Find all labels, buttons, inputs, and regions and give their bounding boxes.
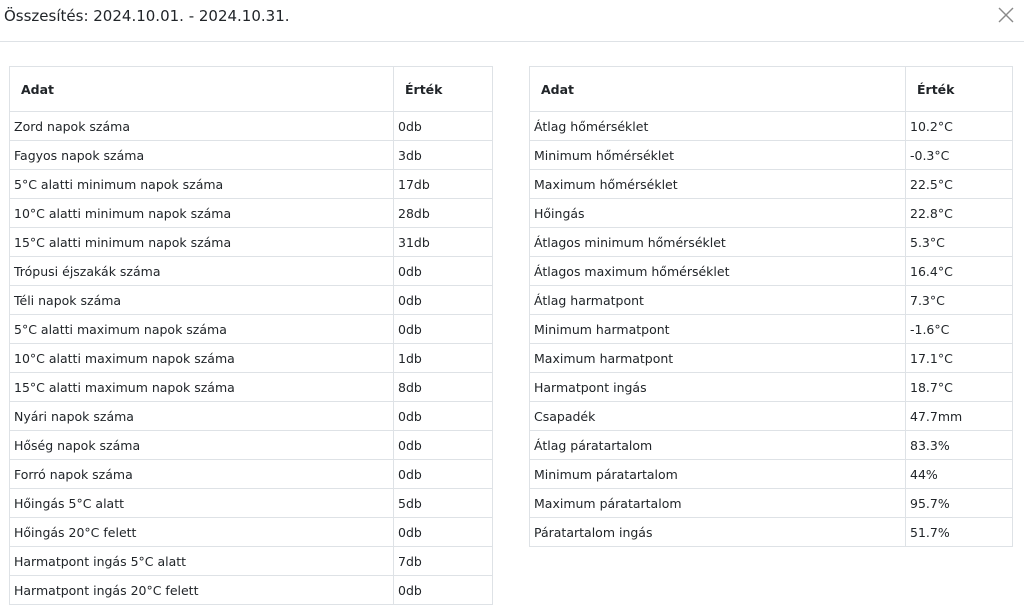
cell-adat: Maximum hőmérséklet [530,170,906,199]
cell-ertek: 95.7% [906,489,1013,518]
cell-ertek: 0db [394,460,493,489]
cell-ertek: 0db [394,431,493,460]
cell-adat: Minimum harmatpont [530,315,906,344]
modal-header [0,0,1024,42]
cell-adat: Fagyos napok száma [10,141,394,170]
table-row [10,286,493,315]
cell-adat: 15°C alatti minimum napok száma [10,228,394,257]
column-header-adat: Adat [530,67,906,112]
cell-ertek: 7.3°C [906,286,1013,315]
table-row [10,489,493,518]
table-row [530,112,1013,141]
table-row [10,228,493,257]
cell-adat: Minimum páratartalom [530,460,906,489]
cell-ertek: 17db [394,170,493,199]
cell-ertek: 0db [394,576,493,605]
cell-ertek: 83.3% [906,431,1013,460]
table-row [10,373,493,402]
cell-adat: Maximum harmatpont [530,344,906,373]
table-row [10,460,493,489]
cell-adat: Hőingás 5°C alatt [10,489,394,518]
cell-ertek: 22.5°C [906,170,1013,199]
cell-ertek: 47.7mm [906,402,1013,431]
cell-adat: Átlag páratartalom [530,431,906,460]
cell-adat: Átlagos minimum hőmérséklet [530,228,906,257]
table-row [10,344,493,373]
cell-adat: Trópusi éjszakák száma [10,257,394,286]
cell-adat: Átlagos maximum hőmérséklet [530,257,906,286]
close-button[interactable] [996,5,1016,25]
modal-title: Összesítés: 2024.10.01. - 2024.10.31. [4,7,290,25]
table-row [10,257,493,286]
cell-adat: Átlag harmatpont [530,286,906,315]
cell-ertek: 5db [394,489,493,518]
cell-adat: 10°C alatti minimum napok száma [10,199,394,228]
cell-ertek: 17.1°C [906,344,1013,373]
table-row [530,141,1013,170]
cell-adat: Téli napok száma [10,286,394,315]
table-row [530,402,1013,431]
table-row [10,547,493,576]
table-row [530,257,1013,286]
table-row [530,315,1013,344]
table-row [10,431,493,460]
cell-ertek: 16.4°C [906,257,1013,286]
cell-ertek: 8db [394,373,493,402]
table-row [10,141,493,170]
cell-ertek: 1db [394,344,493,373]
cell-adat: Átlag hőmérséklet [530,112,906,141]
table-row [530,228,1013,257]
table-row [530,489,1013,518]
cell-adat: Zord napok száma [10,112,394,141]
cell-ertek: 44% [906,460,1013,489]
table-row [530,170,1013,199]
close-icon [996,5,1016,25]
table-header-row [530,67,1013,112]
table-row [10,199,493,228]
summary-table-left [9,66,493,605]
cell-ertek: 22.8°C [906,199,1013,228]
cell-adat: Nyári napok száma [10,402,394,431]
cell-ertek: 0db [394,518,493,547]
table-header-row [10,67,493,112]
table-body-left [10,112,493,605]
cell-ertek: 5.3°C [906,228,1013,257]
cell-adat: Hőingás [530,199,906,228]
table-row [530,344,1013,373]
cell-ertek: 0db [394,286,493,315]
table-row [530,373,1013,402]
cell-adat: 5°C alatti maximum napok száma [10,315,394,344]
cell-adat: Hőség napok száma [10,431,394,460]
table-row [10,518,493,547]
cell-ertek: 3db [394,141,493,170]
cell-adat: Harmatpont ingás 20°C felett [10,576,394,605]
table-row [530,431,1013,460]
cell-adat: 10°C alatti maximum napok száma [10,344,394,373]
cell-ertek: 0db [394,112,493,141]
cell-ertek: -0.3°C [906,141,1013,170]
cell-ertek: -1.6°C [906,315,1013,344]
cell-ertek: 51.7% [906,518,1013,547]
column-header-ertek: Érték [394,67,493,112]
cell-ertek: 18.7°C [906,373,1013,402]
table-row [10,112,493,141]
cell-ertek: 10.2°C [906,112,1013,141]
table-row [10,576,493,605]
cell-ertek: 0db [394,402,493,431]
cell-adat: Hőingás 20°C felett [10,518,394,547]
cell-adat: Harmatpont ingás 5°C alatt [10,547,394,576]
column-header-adat: Adat [10,67,394,112]
cell-adat: Maximum páratartalom [530,489,906,518]
summary-table-right [529,66,1013,547]
cell-adat: Forró napok száma [10,460,394,489]
table-row [530,518,1013,547]
cell-adat: 5°C alatti minimum napok száma [10,170,394,199]
cell-adat: Csapadék [530,402,906,431]
cell-ertek: 0db [394,315,493,344]
table-row [530,286,1013,315]
cell-ertek: 28db [394,199,493,228]
cell-adat: 15°C alatti maximum napok száma [10,373,394,402]
cell-ertek: 0db [394,257,493,286]
table-row [530,199,1013,228]
cell-ertek: 7db [394,547,493,576]
cell-ertek: 31db [394,228,493,257]
table-row [530,460,1013,489]
cell-adat: Harmatpont ingás [530,373,906,402]
table-row [10,402,493,431]
cell-adat: Páratartalom ingás [530,518,906,547]
table-row [10,170,493,199]
table-row [10,315,493,344]
cell-adat: Minimum hőmérséklet [530,141,906,170]
table-body-right [530,112,1013,547]
column-header-ertek: Érték [906,67,1013,112]
